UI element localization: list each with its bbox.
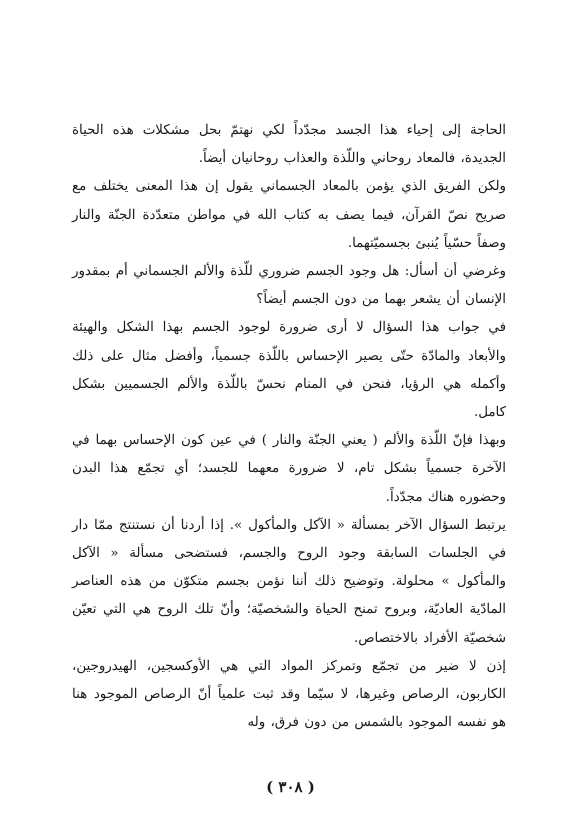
body-text	[72, 117, 506, 737]
paragraph-1: الحاجة إلى إحياء هذا الجسد مجدّداً لكي نهتمّ بحل مشكلات هذه الحياة الجديدة، فالمعاد روحاني واللّذة والعذاب روحانيان أيضاً.	[72, 123, 506, 167]
paragraph-7: إذن لا ضير من تجمّع وتمركز المواد التي هي الأوكسجين، الهيدروجين، الكاربون، الرصاص وغيرها، لا سيّما وقد ثبت علمياً أنّ الرصاص الموجود هنا هو نفسه الموجود بالشمس من دون فرق، وله	[72, 658, 506, 731]
page-number: ( ٣٠٨ )	[266, 778, 315, 796]
paragraph-6: يرتبط السؤال الآخر بمسألة « الآكل والمأكول ». إذا أردنا أن نستنتج ممّا دار في الجلسات السابقة وجود الروح والجسم، فستضحى مسألة « الآكل والمأكول » محلولة. وتوضيح ذلك أننا نؤمن بجسم متكوّن من هذه العناصر المادّية العاديّة، وبروح تمنح الحياة والشخصيّة؛ وأنّ تلك الروح هي التي تعيّن شخصيّة الأفراد بالاختصاص.	[72, 517, 506, 646]
paragraph-3: وغرضي أن أسأل: هل وجود الجسم ضروري للّذة والألم الجسماني أم بمقدور الإنسان أن يشعر بهما من دون الجسم أيضاً؟	[72, 264, 506, 308]
paragraph-4: في جواب هذا السؤال لا أرى ضرورة لوجود الجسم بهذا الشكل والهيئة والأبعاد والمادّة حتّى يصير الإحساس باللّذة جسمياً، وأفضل مثال على ذلك وأكمله هي الرؤيا، فنحن في المنام نحسّ باللّذة والألم الجسميين بشكل كامل.	[72, 320, 506, 421]
paragraph-2: ولكن الفريق الذي يؤمن بالمعاد الجسماني يقول إن هذا المعنى يختلف مع صريح نصّ القرآن، فيما يصف به كتاب الله في مواطن متعدّدة الجنّة والنار وصفاً حسّياً يُنبئ بجسميّتهما.	[72, 179, 506, 251]
paragraph-5: وبهذا فإنّ اللّذة والألم ( يعني الجنّة والنار ) في عين كون الإحساس بهما في الآخرة جسمياً بشكل تام، لا ضرورة معهما للجسد؛ أي تجمّع هذا البدن وحضوره هناك مجدّداً.	[72, 433, 506, 505]
